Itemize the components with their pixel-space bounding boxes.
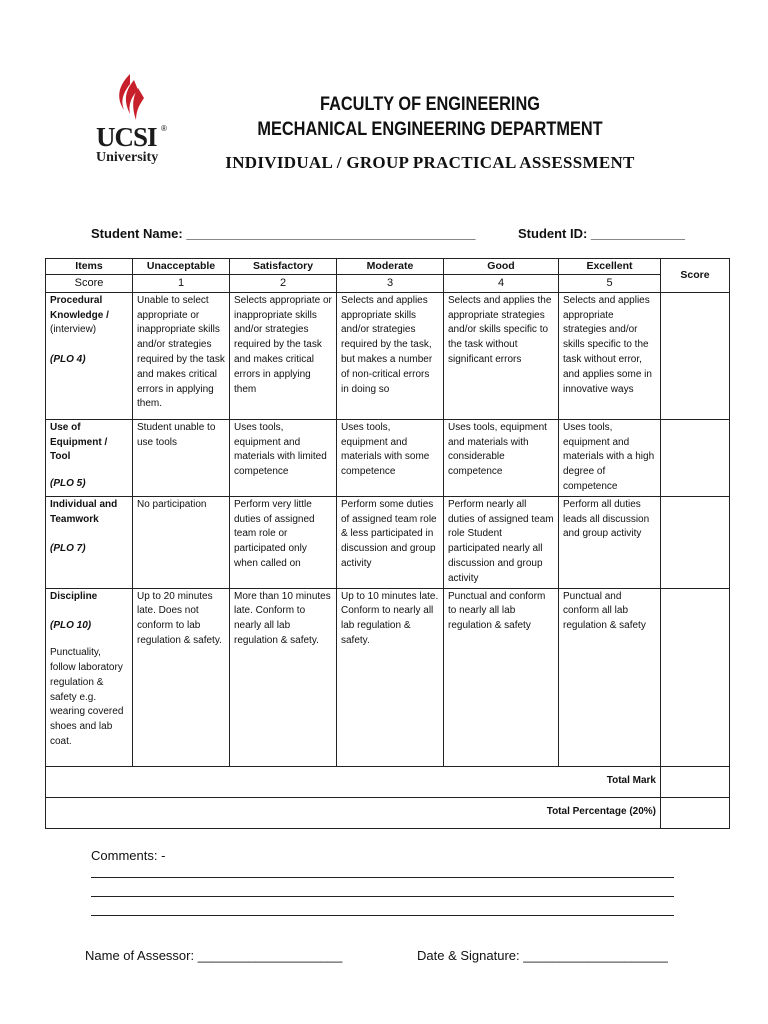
header-items: Items bbox=[46, 259, 133, 275]
student-name-field[interactable]: Student Name: ________________________________________ bbox=[91, 226, 476, 241]
item-subtitle: (interview) bbox=[50, 324, 97, 336]
criteria-cell: Perform all duties leads all discussion and group activity bbox=[559, 496, 661, 588]
comment-line[interactable] bbox=[91, 915, 674, 916]
criteria-cell: Selects and applies the appropriate strategies and/or skills specific to the task without significant errors bbox=[444, 292, 559, 419]
rubric-row-discipline bbox=[46, 588, 730, 766]
item-name: Use of Equipment / Tool bbox=[50, 421, 108, 463]
department-title: MECHANICAL ENGINEERING DEPARTMENT bbox=[257, 119, 603, 140]
total-percentage-input[interactable] bbox=[661, 797, 730, 828]
rubric-level-row bbox=[46, 275, 730, 293]
comments-label: Comments: - bbox=[91, 848, 166, 863]
assessor-name-field[interactable]: Name of Assessor: ____________________ bbox=[85, 948, 343, 963]
score-input-cell[interactable] bbox=[661, 419, 730, 496]
criteria-cell: Up to 20 minutes late. Does not conform to lab regulation & safety. bbox=[133, 588, 230, 766]
score-input-cell[interactable] bbox=[661, 292, 730, 419]
level-3: 3 bbox=[337, 275, 444, 293]
item-name: Discipline bbox=[50, 590, 98, 602]
criteria-cell: Perform very little duties of assigned team role or participated only when called on bbox=[230, 496, 337, 588]
header-good: Good bbox=[444, 259, 559, 275]
criteria-cell: Up to 10 minutes late. Conform to nearly all lab regulation & safety. bbox=[337, 588, 444, 766]
header-unacceptable: Unacceptable bbox=[133, 259, 230, 275]
level-5: 5 bbox=[559, 275, 661, 293]
total-percentage-label: Total Percentage (20%) bbox=[46, 797, 661, 828]
criteria-cell: More than 10 minutes late. Conform to nearly all lab regulation & safety. bbox=[230, 588, 337, 766]
item-plo: (PLO 7) bbox=[50, 543, 86, 555]
rubric-row-procedural bbox=[46, 292, 730, 419]
date-signature-field[interactable]: Date & Signature: ____________________ bbox=[417, 948, 668, 963]
faculty-title: FACULTY OF ENGINEERING bbox=[319, 94, 540, 115]
assessment-title: INDIVIDUAL / GROUP PRACTICAL ASSESSMENT bbox=[225, 153, 635, 172]
criteria-cell: Selects appropriate or inappropriate skills and/or strategies required by the task and makes critical errors in applying them bbox=[230, 292, 337, 419]
score-input-cell[interactable] bbox=[661, 496, 730, 588]
rubric-header-row bbox=[46, 259, 730, 275]
item-name: Individual and Teamwork bbox=[50, 498, 118, 525]
criteria-cell: No participation bbox=[133, 496, 230, 588]
total-percentage-row bbox=[46, 797, 730, 828]
item-cell bbox=[46, 419, 133, 496]
rubric-table bbox=[45, 258, 730, 829]
item-cell bbox=[46, 496, 133, 588]
header-moderate: Moderate bbox=[337, 259, 444, 275]
criteria-cell: Uses tools, equipment and materials with limited competence bbox=[230, 419, 337, 496]
level-score-label: Score bbox=[46, 275, 133, 293]
logo-subtitle: University bbox=[96, 150, 159, 165]
criteria-cell: Uses tools, equipment and materials with considerable competence bbox=[444, 419, 559, 496]
level-1: 1 bbox=[133, 275, 230, 293]
header-satisfactory: Satisfactory bbox=[230, 259, 337, 275]
level-2: 2 bbox=[230, 275, 337, 293]
total-mark-label: Total Mark bbox=[46, 766, 661, 797]
criteria-cell: Perform nearly all duties of assigned team role Student participated nearly all discussion and group activity bbox=[444, 496, 559, 588]
header-score: Score bbox=[661, 259, 730, 293]
criteria-cell: Uses tools, equipment and materials with a high degree of competence bbox=[559, 419, 661, 496]
item-plo: (PLO 4) bbox=[50, 354, 86, 366]
header-excellent: Excellent bbox=[559, 259, 661, 275]
item-note: Punctuality, follow laboratory regulation & safety e.g. wearing covered shoes and lab coat. bbox=[50, 647, 124, 747]
rubric-row-equipment bbox=[46, 419, 730, 496]
registered-mark: ® bbox=[161, 124, 167, 133]
rubric-row-teamwork bbox=[46, 496, 730, 588]
criteria-cell: Selects and applies appropriate skills and/or strategies required by the task, but makes a number of non-critical errors in doing so bbox=[337, 292, 444, 419]
criteria-cell: Selects and applies appropriate strategies and/or skills specific to the task without error, and applies some in innovative ways bbox=[559, 292, 661, 419]
criteria-cell: Perform some duties of assigned team role & less participated in discussion and group activity bbox=[337, 496, 444, 588]
logo-wordmark: UCSI bbox=[96, 122, 157, 152]
score-input-cell[interactable] bbox=[661, 588, 730, 766]
comment-line[interactable] bbox=[91, 896, 674, 897]
total-mark-row bbox=[46, 766, 730, 797]
item-cell bbox=[46, 588, 133, 766]
criteria-cell: Student unable to use tools bbox=[133, 419, 230, 496]
criteria-cell: Unable to select appropriate or inappropriate skills and/or strategies required by the task and makes critical errors in applying them. bbox=[133, 292, 230, 419]
item-cell bbox=[46, 292, 133, 419]
criteria-cell: Uses tools, equipment and materials with some competence bbox=[337, 419, 444, 496]
item-plo: (PLO 10) bbox=[50, 620, 92, 632]
comment-line[interactable] bbox=[91, 877, 674, 878]
item-name: Procedural Knowledge / bbox=[50, 294, 109, 321]
criteria-cell: Punctual and conform all lab regulation & safety bbox=[559, 588, 661, 766]
criteria-cell: Punctual and conform to nearly all lab regulation & safety bbox=[444, 588, 559, 766]
item-plo: (PLO 5) bbox=[50, 478, 86, 490]
total-mark-input[interactable] bbox=[661, 766, 730, 797]
level-4: 4 bbox=[444, 275, 559, 293]
student-id-field[interactable]: Student ID: _____________ bbox=[518, 226, 685, 241]
